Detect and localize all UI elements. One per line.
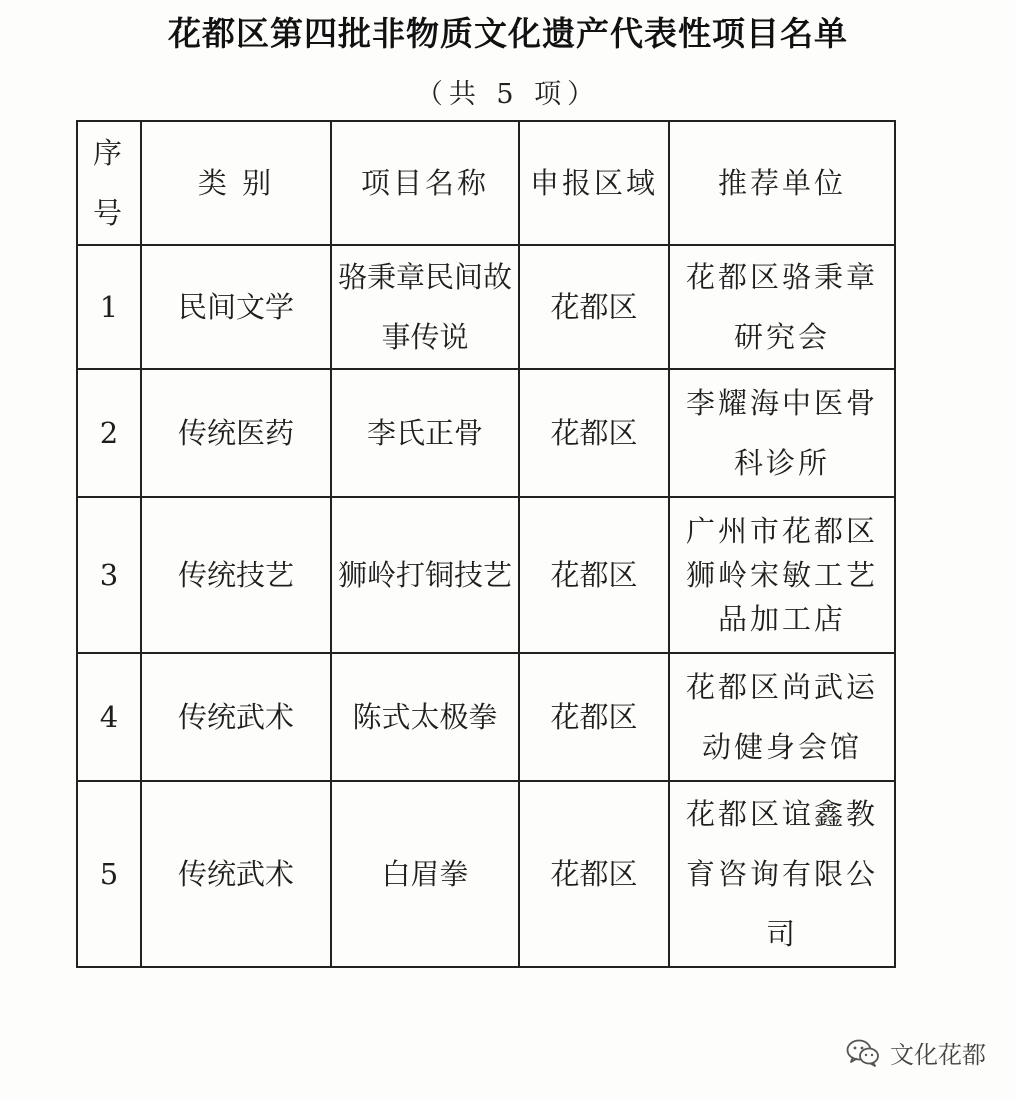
row-project: 陈式太极拳 [331, 653, 519, 781]
table-row [77, 369, 895, 497]
header-index [77, 121, 141, 245]
row-category: 传统医药 [141, 369, 331, 497]
row-region: 花都区 [519, 369, 669, 497]
row-index: 4 [77, 653, 141, 781]
row-project: 狮岭打铜技艺 [331, 497, 519, 653]
row-project: 骆秉章民间故事传说 [331, 245, 519, 369]
row-category: 传统技艺 [141, 497, 331, 653]
document-subtitle: （共 5 项） [415, 79, 601, 110]
row-index: 5 [77, 781, 141, 967]
header-region: 申报区域 [519, 121, 669, 245]
project-table [76, 120, 896, 968]
row-category: 传统武术 [141, 781, 331, 967]
header-category: 类 别 [141, 121, 331, 245]
row-unit: 花都区尚武运动健身会馆 [669, 653, 895, 781]
row-region: 花都区 [519, 781, 669, 967]
wechat-icon [846, 1038, 880, 1068]
row-index: 1 [77, 245, 141, 369]
row-project: 李氏正骨 [331, 369, 519, 497]
document-title: 花都区第四批非物质文化遗产代表性项目名单 [168, 14, 848, 53]
row-region: 花都区 [519, 497, 669, 653]
row-unit: 花都区谊鑫教育咨询有限公司 [669, 781, 895, 967]
table-row [77, 653, 895, 781]
table-row [77, 245, 895, 369]
header-index-line1: 序 [92, 136, 125, 170]
table-header-row [77, 121, 895, 245]
row-index: 3 [77, 497, 141, 653]
watermark [846, 1035, 986, 1070]
row-category: 传统武术 [141, 653, 331, 781]
table-row [77, 781, 895, 967]
header-unit: 推荐单位 [669, 121, 895, 245]
row-unit: 李耀海中医骨科诊所 [669, 369, 895, 497]
watermark-text: 文化花都 [890, 1041, 986, 1069]
table-row [77, 497, 895, 653]
header-index-line2: 号 [92, 196, 125, 230]
row-region: 花都区 [519, 245, 669, 369]
row-category: 民间文学 [141, 245, 331, 369]
row-unit: 广州市花都区狮岭宋敏工艺品加工店 [669, 497, 895, 653]
row-index: 2 [77, 369, 141, 497]
row-project: 白眉拳 [331, 781, 519, 967]
row-unit: 花都区骆秉章研究会 [669, 245, 895, 369]
row-region: 花都区 [519, 653, 669, 781]
header-project: 项目名称 [331, 121, 519, 245]
